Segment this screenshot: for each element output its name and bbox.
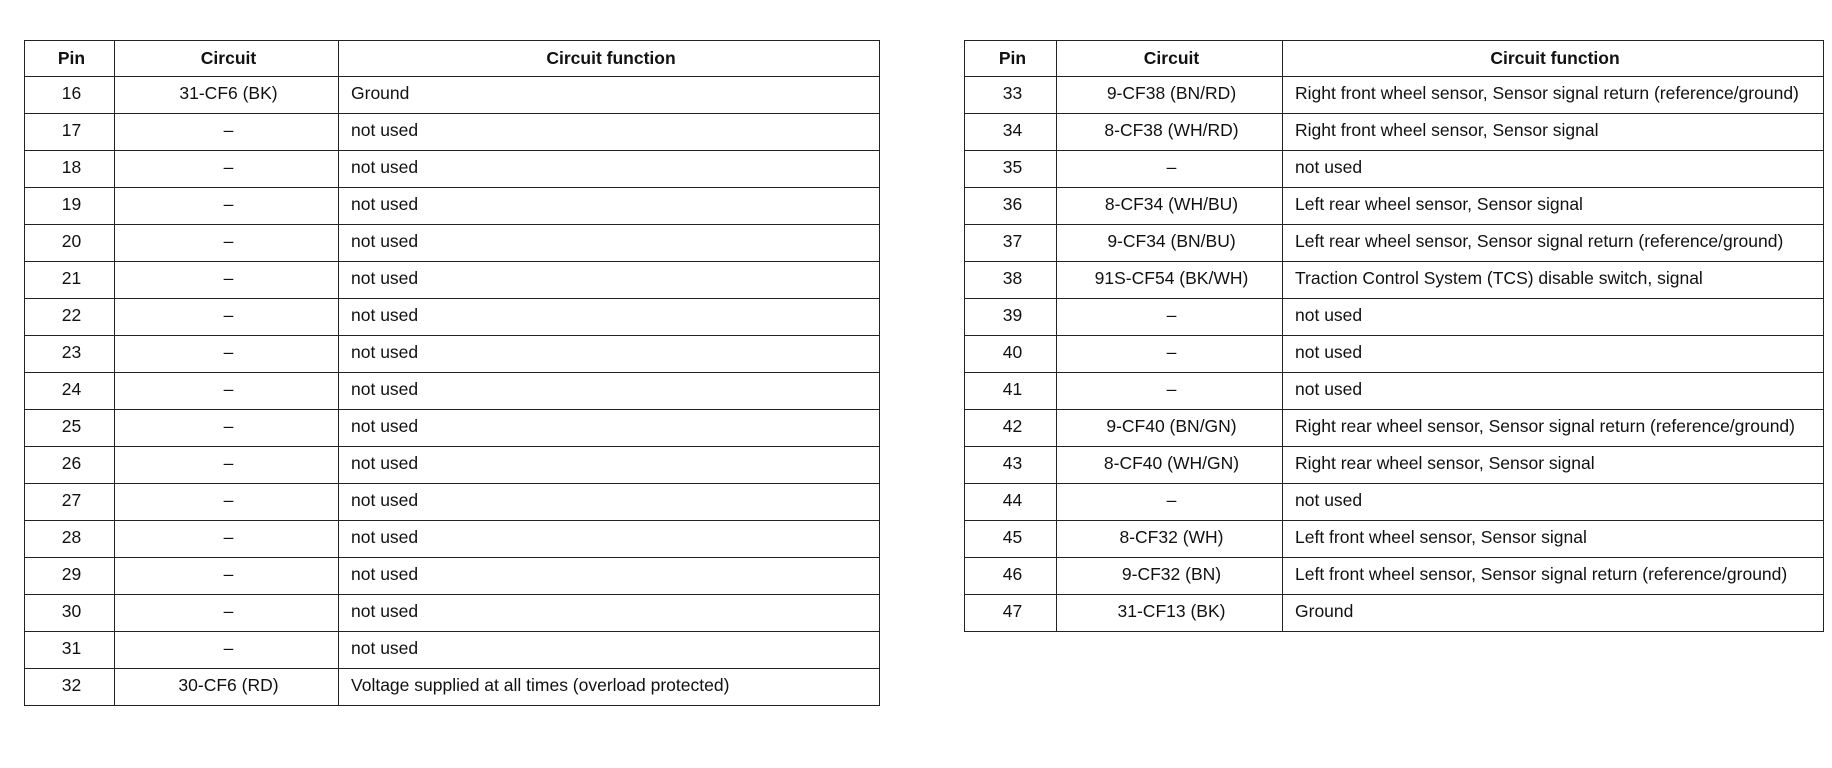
circuit-cell: 9-CF38 (BN/RD) bbox=[1057, 76, 1283, 113]
pin-cell: 19 bbox=[25, 187, 115, 224]
pin-cell: 37 bbox=[965, 224, 1057, 261]
circuit-cell: 8-CF32 (WH) bbox=[1057, 520, 1283, 557]
pin-cell: 32 bbox=[25, 668, 115, 705]
pin-cell: 30 bbox=[25, 594, 115, 631]
circuit-cell: – bbox=[115, 150, 339, 187]
table-row bbox=[965, 150, 1824, 187]
table-row bbox=[965, 594, 1824, 631]
pin-cell: 31 bbox=[25, 631, 115, 668]
pin-cell: 42 bbox=[965, 409, 1057, 446]
circuit-cell: 9-CF40 (BN/GN) bbox=[1057, 409, 1283, 446]
table-row bbox=[965, 557, 1824, 594]
table-row bbox=[25, 187, 880, 224]
pin-cell: 46 bbox=[965, 557, 1057, 594]
circuit-cell: 8-CF40 (WH/GN) bbox=[1057, 446, 1283, 483]
table-row bbox=[25, 76, 880, 113]
pin-cell: 45 bbox=[965, 520, 1057, 557]
pin-cell: 39 bbox=[965, 298, 1057, 335]
function-cell: Right rear wheel sensor, Sensor signal return (reference/ground) bbox=[1283, 409, 1824, 446]
function-cell: not used bbox=[339, 372, 880, 409]
circuit-cell: 30-CF6 (RD) bbox=[115, 668, 339, 705]
function-cell: not used bbox=[339, 113, 880, 150]
pin-cell: 47 bbox=[965, 594, 1057, 631]
function-cell: Right front wheel sensor, Sensor signal bbox=[1283, 113, 1824, 150]
circuit-cell: 9-CF34 (BN/BU) bbox=[1057, 224, 1283, 261]
function-cell: not used bbox=[1283, 298, 1824, 335]
pin-cell: 26 bbox=[25, 446, 115, 483]
table-row bbox=[25, 446, 880, 483]
function-cell: not used bbox=[339, 483, 880, 520]
table-row bbox=[965, 483, 1824, 520]
table-row bbox=[965, 113, 1824, 150]
function-cell: not used bbox=[339, 520, 880, 557]
table-row bbox=[965, 446, 1824, 483]
pin-cell: 25 bbox=[25, 409, 115, 446]
circuit-cell: – bbox=[1057, 335, 1283, 372]
circuit-cell: – bbox=[115, 483, 339, 520]
circuit-cell: – bbox=[1057, 298, 1283, 335]
pin-cell: 22 bbox=[25, 298, 115, 335]
function-cell: Left front wheel sensor, Sensor signal bbox=[1283, 520, 1824, 557]
pin-cell: 40 bbox=[965, 335, 1057, 372]
function-cell: not used bbox=[339, 631, 880, 668]
function-cell: Voltage supplied at all times (overload protected) bbox=[339, 668, 880, 705]
circuit-cell: – bbox=[115, 372, 339, 409]
function-cell: Traction Control System (TCS) disable switch, signal bbox=[1283, 261, 1824, 298]
function-cell: not used bbox=[339, 446, 880, 483]
table-row bbox=[965, 76, 1824, 113]
pin-cell: 44 bbox=[965, 483, 1057, 520]
table-row bbox=[965, 224, 1824, 261]
table-row bbox=[965, 261, 1824, 298]
circuit-cell: 9-CF32 (BN) bbox=[1057, 557, 1283, 594]
table-header-row bbox=[25, 41, 880, 77]
circuit-cell: – bbox=[115, 335, 339, 372]
table-row bbox=[25, 224, 880, 261]
function-cell: not used bbox=[1283, 372, 1824, 409]
table-row bbox=[25, 631, 880, 668]
function-cell: not used bbox=[339, 594, 880, 631]
circuit-cell: 91S-CF54 (BK/WH) bbox=[1057, 261, 1283, 298]
pin-cell: 28 bbox=[25, 520, 115, 557]
table-row bbox=[25, 261, 880, 298]
circuit-cell: – bbox=[115, 224, 339, 261]
function-cell: Left rear wheel sensor, Sensor signal return (reference/ground) bbox=[1283, 224, 1824, 261]
function-cell: Ground bbox=[1283, 594, 1824, 631]
circuit-cell: – bbox=[115, 557, 339, 594]
circuit-cell: 8-CF34 (WH/BU) bbox=[1057, 187, 1283, 224]
table-row bbox=[965, 187, 1824, 224]
pin-cell: 20 bbox=[25, 224, 115, 261]
table-row bbox=[25, 557, 880, 594]
circuit-cell: – bbox=[115, 409, 339, 446]
table-row bbox=[25, 113, 880, 150]
table-row bbox=[25, 520, 880, 557]
table-row bbox=[25, 372, 880, 409]
circuit-cell: – bbox=[115, 261, 339, 298]
pin-cell: 35 bbox=[965, 150, 1057, 187]
function-cell: not used bbox=[339, 224, 880, 261]
pin-cell: 24 bbox=[25, 372, 115, 409]
function-cell: not used bbox=[1283, 483, 1824, 520]
table-row bbox=[25, 150, 880, 187]
pin-cell: 27 bbox=[25, 483, 115, 520]
pin-cell: 34 bbox=[965, 113, 1057, 150]
function-cell: not used bbox=[339, 557, 880, 594]
column-header-circuit: Circuit bbox=[1057, 41, 1283, 77]
pin-cell: 17 bbox=[25, 113, 115, 150]
column-header-function: Circuit function bbox=[339, 41, 880, 77]
pin-cell: 18 bbox=[25, 150, 115, 187]
function-cell: not used bbox=[339, 298, 880, 335]
table-row bbox=[965, 298, 1824, 335]
function-cell: not used bbox=[339, 261, 880, 298]
pin-cell: 23 bbox=[25, 335, 115, 372]
function-cell: Left front wheel sensor, Sensor signal return (reference/ground) bbox=[1283, 557, 1824, 594]
pinout-table-left bbox=[24, 40, 880, 706]
pin-cell: 41 bbox=[965, 372, 1057, 409]
function-cell: Ground bbox=[339, 76, 880, 113]
table-header-row bbox=[965, 41, 1824, 77]
function-cell: not used bbox=[339, 150, 880, 187]
circuit-cell: – bbox=[115, 520, 339, 557]
table-row bbox=[25, 335, 880, 372]
table-row bbox=[25, 594, 880, 631]
circuit-cell: – bbox=[1057, 483, 1283, 520]
circuit-cell: – bbox=[115, 446, 339, 483]
table-row bbox=[965, 520, 1824, 557]
pin-cell: 16 bbox=[25, 76, 115, 113]
circuit-cell: – bbox=[115, 187, 339, 224]
pin-cell: 29 bbox=[25, 557, 115, 594]
pin-cell: 43 bbox=[965, 446, 1057, 483]
circuit-cell: – bbox=[115, 631, 339, 668]
circuit-cell: – bbox=[115, 113, 339, 150]
table-row bbox=[25, 668, 880, 705]
column-header-pin: Pin bbox=[25, 41, 115, 77]
pin-cell: 36 bbox=[965, 187, 1057, 224]
pin-cell: 21 bbox=[25, 261, 115, 298]
circuit-cell: – bbox=[1057, 150, 1283, 187]
function-cell: not used bbox=[339, 409, 880, 446]
table-row bbox=[965, 372, 1824, 409]
pin-cell: 33 bbox=[965, 76, 1057, 113]
function-cell: Left rear wheel sensor, Sensor signal bbox=[1283, 187, 1824, 224]
table-row bbox=[25, 483, 880, 520]
circuit-cell: 31-CF13 (BK) bbox=[1057, 594, 1283, 631]
circuit-cell: 31-CF6 (BK) bbox=[115, 76, 339, 113]
table-row bbox=[965, 409, 1824, 446]
table-row bbox=[25, 409, 880, 446]
table-row bbox=[965, 335, 1824, 372]
circuit-cell: – bbox=[115, 594, 339, 631]
column-header-function: Circuit function bbox=[1283, 41, 1824, 77]
table-row bbox=[25, 298, 880, 335]
pinout-table-right bbox=[964, 40, 1824, 632]
pin-cell: 38 bbox=[965, 261, 1057, 298]
circuit-cell: 8-CF38 (WH/RD) bbox=[1057, 113, 1283, 150]
circuit-cell: – bbox=[1057, 372, 1283, 409]
function-cell: not used bbox=[339, 335, 880, 372]
function-cell: Right rear wheel sensor, Sensor signal bbox=[1283, 446, 1824, 483]
function-cell: not used bbox=[1283, 150, 1824, 187]
column-header-circuit: Circuit bbox=[115, 41, 339, 77]
circuit-cell: – bbox=[115, 298, 339, 335]
function-cell: not used bbox=[339, 187, 880, 224]
function-cell: Right front wheel sensor, Sensor signal return (reference/ground) bbox=[1283, 76, 1824, 113]
column-header-pin: Pin bbox=[965, 41, 1057, 77]
function-cell: not used bbox=[1283, 335, 1824, 372]
